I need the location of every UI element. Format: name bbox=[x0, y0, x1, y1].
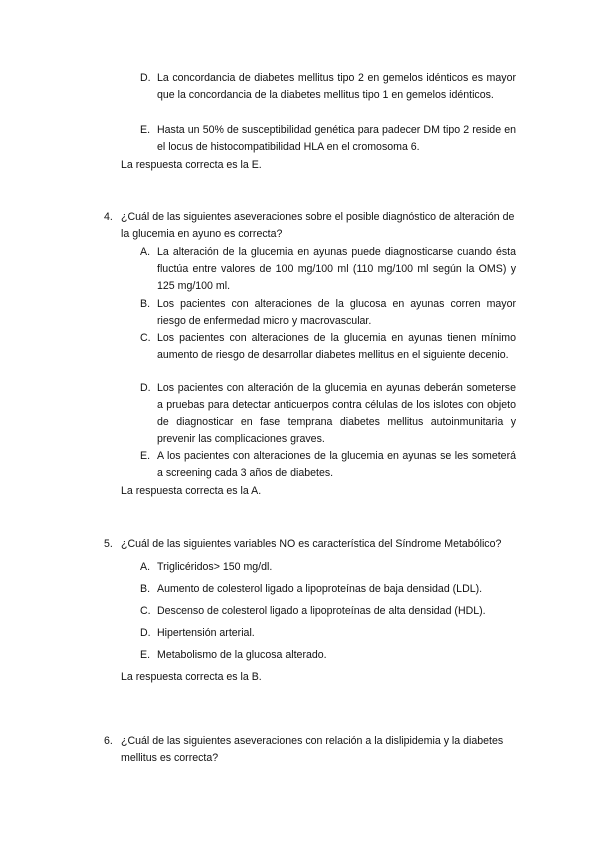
q4-option-d bbox=[140, 380, 516, 448]
option-letter: D. bbox=[140, 72, 151, 84]
q4-answer: La respuesta correcta es la A. bbox=[121, 485, 262, 497]
question-6 bbox=[104, 733, 516, 767]
option-text: Hasta un 50% de susceptibilidad genética para padecer DM tipo 2 reside en el locus de histocompatibilidad HLA en el cromosoma 6. bbox=[157, 124, 516, 153]
question-5 bbox=[104, 536, 516, 553]
question-text: ¿Cuál de las siguientes variables NO es característica del Síndrome Metabólico? bbox=[121, 538, 502, 550]
q5-answer: La respuesta correcta es la B. bbox=[121, 671, 262, 683]
option-letter: A. bbox=[140, 246, 151, 258]
q5-option-b bbox=[140, 581, 516, 598]
option-letter: D. bbox=[140, 627, 151, 639]
option-letter: C. bbox=[140, 332, 151, 344]
option-letter: C. bbox=[140, 605, 151, 617]
q5-option-a bbox=[140, 559, 516, 576]
q4-option-e bbox=[140, 448, 516, 482]
q5-option-e bbox=[140, 647, 516, 664]
option-letter: B. bbox=[140, 298, 151, 310]
option-text: Los pacientes con alteraciones de la glucemia en ayunas tienen mínimo aumento de riesgo de desarrollar diabetes mellitus en el siguiente decenio. bbox=[157, 332, 516, 361]
question-text: ¿Cuál de las siguientes aseveraciones sobre el posible diagnóstico de alteración de la glucemia en ayuno es correcta? bbox=[121, 211, 515, 240]
option-letter: A. bbox=[140, 561, 151, 573]
option-text: La concordancia de diabetes mellitus tipo 2 en gemelos idénticos es mayor que la concordancia de la diabetes mellitus tipo 1 en gemelos idénticos. bbox=[157, 72, 516, 101]
option-letter: D. bbox=[140, 382, 151, 394]
option-text: La alteración de la glucemia en ayunas puede diagnosticarse cuando ésta fluctúa entre valores de 100 mg/100 ml (110 mg/100 ml según la OMS) y 125 mg/100 ml. bbox=[157, 246, 516, 292]
option-text: Los pacientes con alteración de la glucemia en ayunas deberán someterse a pruebas para detectar anticuerpos contra células de los islotes con objeto de diagnosticar en fase temprana diabetes mellitus autoinmunitaria y prevenir las complicaciones graves. bbox=[157, 382, 516, 445]
option-letter: E. bbox=[140, 649, 151, 661]
option-text: Triglicéridos> 150 mg/dl. bbox=[157, 561, 273, 573]
option-text: A los pacientes con alteraciones de la glucemia en ayunas se les someterá a screening cada 3 años de diabetes. bbox=[157, 450, 516, 479]
option-text: Metabolismo de la glucosa alterado. bbox=[157, 649, 327, 661]
prev-answer: La respuesta correcta es la E. bbox=[121, 159, 262, 171]
q4-option-a bbox=[140, 244, 516, 295]
option-letter: E. bbox=[140, 124, 151, 136]
option-text: Hipertensión arterial. bbox=[157, 627, 255, 639]
option-text: Aumento de colesterol ligado a lipoproteínas de baja densidad (LDL). bbox=[157, 583, 483, 595]
option-text: Descenso de colesterol ligado a lipoproteínas de alta densidad (HDL). bbox=[157, 605, 486, 617]
question-number: 4. bbox=[104, 211, 113, 223]
question-number: 6. bbox=[104, 735, 113, 747]
q4-option-b bbox=[140, 296, 516, 330]
prev-option-d bbox=[140, 70, 516, 104]
question-text: ¿Cuál de las siguientes aseveraciones con relación a la dislipidemia y la diabetes mellitus es correcta? bbox=[121, 735, 504, 764]
question-4 bbox=[104, 209, 516, 243]
option-letter: B. bbox=[140, 583, 151, 595]
prev-option-e bbox=[140, 122, 516, 156]
question-number: 5. bbox=[104, 538, 113, 550]
option-text: Los pacientes con alteraciones de la glucosa en ayunas corren mayor riesgo de enfermedad micro y macrovascular. bbox=[157, 298, 516, 327]
option-letter: E. bbox=[140, 450, 151, 462]
q5-option-c bbox=[140, 603, 516, 620]
q5-option-d bbox=[140, 625, 516, 642]
q4-option-c bbox=[140, 330, 516, 364]
